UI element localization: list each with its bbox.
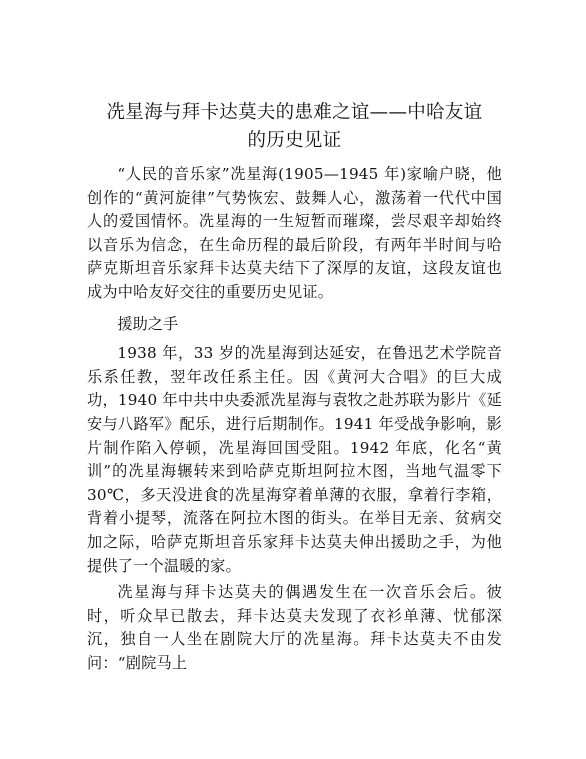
intro-paragraph: “人民的音乐家”冼星海(1905—1945 年)家喻户晓，他创作的“黄河旋律”气势恢宏、鼓舞人心，激荡着一代代中国人的爱国情怀。冼星海的一生短暂而璀璨，尝尽艰辛却始终以音乐为信念，在生命历程的最后阶段，有两年半时间与哈萨克斯坦音乐家拜卡达莫夫结下了深厚的友谊，这段友谊也成为中哈友好交往的重要历史见证。 [87,165,502,301]
section-paragraph-1: 1938 年，33 岁的冼星海到达延安，在鲁迅艺术学院音乐系任教，翌年改任系主任。因《黄河大合唱》的巨大成功，1940 年中共中央委派冼星海与袁牧之赴苏联为影片《延安与八路军》配乐，进行后期制作。1941 年受战争影响，影片制作陷入停顿，冼星海回国受阻。1942 年底，化名“黄训”的冼星海辗转来到哈萨克斯坦阿拉木图，当地气温零下 30℃，多天没进食的冼星海穿着单薄的衣服，拿着行李箱，背着小提琴，流落在阿拉木图的街头。在举目无亲、贫病交加之际，哈萨克斯坦音乐家拜卡达莫夫伸出援助之手，为他提供了一个温暖的家。 [87,344,502,575]
document-title [87,99,502,155]
document-title-line-2: 的历史见证 [247,130,342,151]
document-title-line-1: 冼星海与拜卡达莫夫的患难之谊——中哈友谊 [106,102,483,123]
section-heading: 援助之手 [117,314,179,333]
section-paragraph-2: 冼星海与拜卡达莫夫的偶遇发生在一次音乐会后。彼时，听众早已散去，拜卡达莫夫发现了衣衫单薄、忧郁深沉，独自一人坐在剧院大厅的冼星海。拜卡达莫夫不由发问：“剧院马上 [87,583,502,672]
